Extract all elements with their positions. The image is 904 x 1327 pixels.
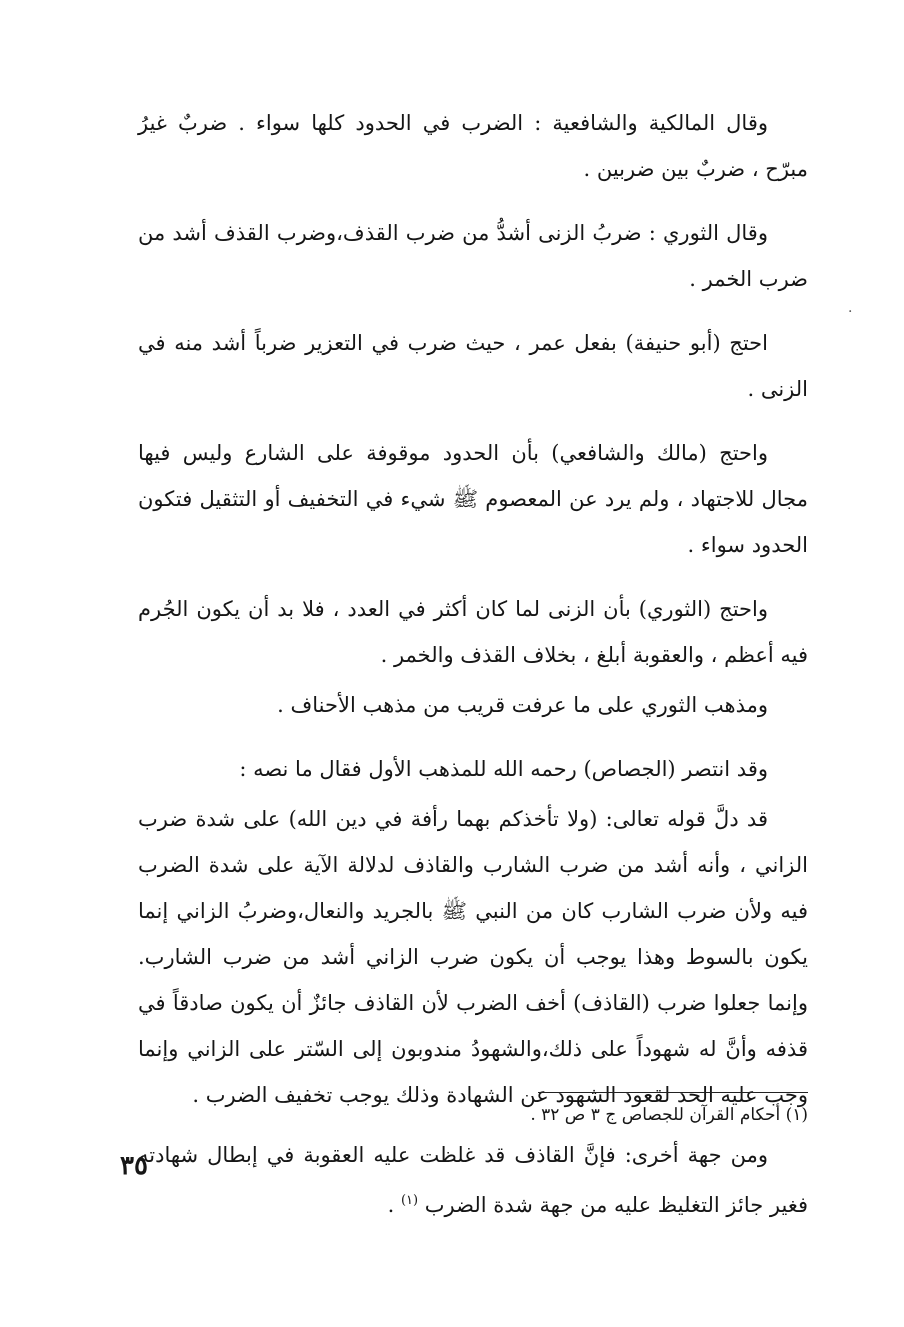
paragraph-thawri-madhhab: ومذهب الثوري على ما عرفت قريب من مذهب الأحناف .: [277, 693, 768, 717]
footnote-text: (١) أحكام القرآن للجصاص ج ٣ ص ٣٢ .: [530, 1105, 808, 1125]
paragraph-another-aspect-text: ومن جهة أخرى: فإنَّ القاذف قد غلظت عليه العقوبة في إبطال شهادته فغير جائز التغليظ عليه من جهة شدة الضرب: [138, 1143, 808, 1217]
margin-mark: ·: [848, 304, 853, 320]
page-number: ٣٥: [120, 1151, 148, 1181]
paragraph-thawri: وقال الثوري : ضربُ الزنى أشدُّ من ضرب القذف،وضرب القذف أشد من ضرب الخمر .: [138, 221, 808, 291]
paragraph-jassas-intro: وقد انتصر (الجصاص) رحمه الله للمذهب الأول فقال ما نصه :: [239, 757, 768, 781]
footnote-divider: [538, 1092, 808, 1093]
paragraph-maliki-shafii: وقال المالكية والشافعية : الضرب في الحدود كلها سواء . ضربٌ غيرُ مبرّح ، ضربٌ بين ضربين .: [138, 111, 808, 181]
paragraph-thawri-argument: واحتج (الثوري) بأن الزنى لما كان أكثر في العدد ، فلا بد أن يكون الجُرم فيه أعظم ، والعقوبة أبلغ ، بخلاف القذف والخمر .: [138, 597, 808, 667]
paragraph-malik-shafii-argument: واحتج (مالك والشافعي) بأن الحدود موقوفة على الشارع وليس فيها مجال للاجتهاد ، ولم يرد عن المعصوم ﷺ شيء في التخفيف أو التثقيل فتكون الحدود سواء .: [138, 441, 808, 557]
page-body: [138, 100, 808, 1246]
paragraph-abu-hanifa-argument: احتج (أبو حنيفة) بفعل عمر ، حيث ضرب في التعزير ضرباً أشد منه في الزنى .: [138, 331, 808, 401]
paragraph-another-aspect: [138, 1132, 808, 1228]
footnote-reference: (١): [400, 1193, 419, 1208]
paragraph-jassas-quote: قد دلَّ قوله تعالى: (ولا تأخذكم بهما رأفة في دين الله) على شدة ضرب الزاني ، وأنه أشد من ضرب الشارب والقاذف لدلالة الآية على شدة الضرب فيه ولأن ضرب الشارب كان من النبي ﷺ بالجريد والنعال،وضربُ الزاني إنما يكون بالسوط وهذا يوجب أن يكون ضرب الزاني أشد من ضرب الشارب. وإنما جعلوا ضرب (القاذف) أخف الضرب لأن القاذف جائزٌ أن يكون صادقاً في قذفه وأنَّ له شهوداً على ذلك،والشهودُ مندوبون إلى السّتر على الزاني وإنما وجب عليه الحد لقعود الشهود عن الشهادة وذلك يوجب تخفيف الضرب .: [138, 807, 808, 1107]
final-period: .: [387, 1193, 401, 1217]
